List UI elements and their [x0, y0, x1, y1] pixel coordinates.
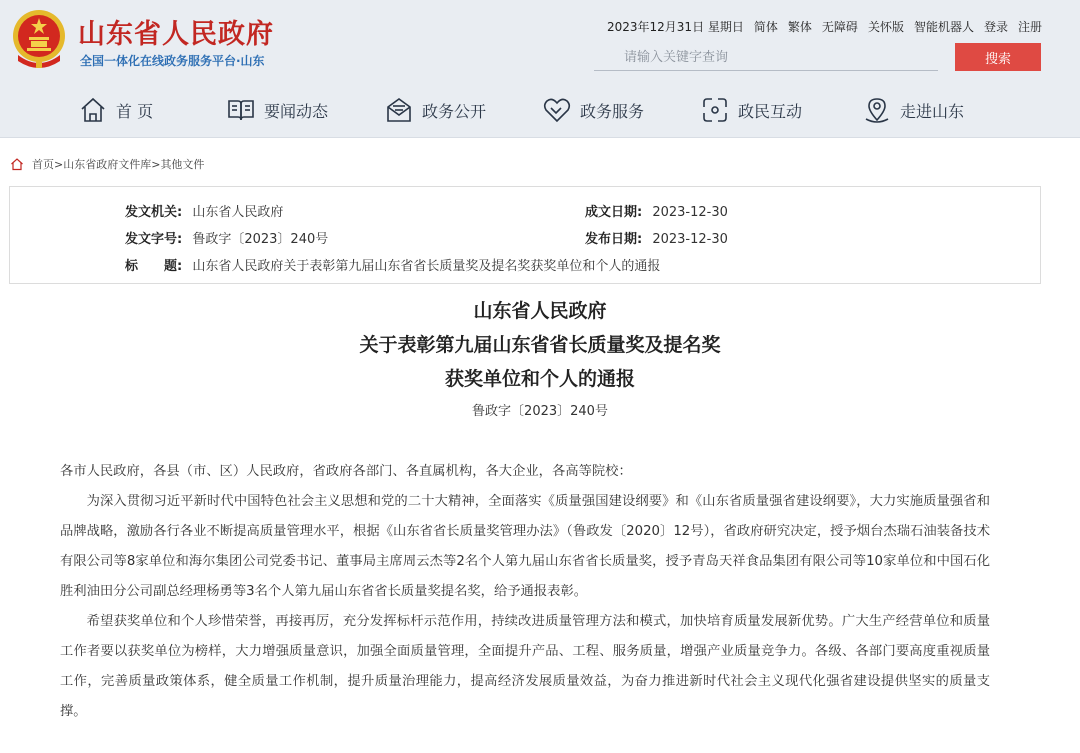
- link-register[interactable]: 注册: [1017, 20, 1042, 34]
- nav-label: 政民互动: [738, 101, 803, 121]
- issuer-row: [125, 201, 283, 220]
- site-header: [0, 0, 1080, 138]
- title-value: 山东省人民政府关于表彰第九届山东省省长质量奖及提名奖获奖单位和个人的通报: [192, 259, 661, 274]
- created-date-label: 成文日期:: [585, 205, 643, 220]
- link-smart-robot[interactable]: 智能机器人: [913, 20, 974, 34]
- issuer-value: 山东省人民政府: [192, 205, 284, 220]
- breadcrumb: [10, 156, 204, 172]
- current-date: 2023年12月31日 星期日: [606, 20, 744, 34]
- link-accessibility[interactable]: 无障碍: [821, 20, 858, 34]
- document-title-line-1: 山东省人民政府: [473, 300, 607, 322]
- nav-home[interactable]: [78, 94, 153, 126]
- docno-value: 鲁政字〔2023〕240号: [192, 232, 329, 247]
- interaction-icon: [700, 95, 730, 125]
- site-title[interactable]: 山东省人民政府: [78, 19, 274, 50]
- breadcrumb-file-library[interactable]: 山东省政府文件库>: [63, 158, 161, 171]
- published-date-row: [585, 228, 728, 247]
- document-info-box: [9, 186, 1041, 284]
- nav-news[interactable]: [226, 94, 328, 126]
- nav-label: 首 页: [116, 101, 154, 121]
- link-care-version[interactable]: 关怀版: [867, 20, 904, 34]
- mail-icon: [384, 95, 414, 125]
- nav-label: 政务公开: [422, 101, 487, 121]
- nav-label: 政务服务: [580, 101, 645, 121]
- salutation: 各市人民政府，各县（市、区）人民政府，省政府各部门、各直属机构，各大企业，各高等院校：: [60, 464, 632, 479]
- link-traditional[interactable]: 繁体: [787, 20, 812, 34]
- link-simplified[interactable]: 简体: [753, 20, 778, 34]
- docno-label: 发文字号:: [125, 232, 183, 247]
- location-pin-icon: [862, 95, 892, 125]
- published-date-value: 2023-12-30: [652, 232, 728, 247]
- nav-government-affairs[interactable]: [384, 94, 486, 126]
- site-subtitle[interactable]: 全国一体化在线政务服务平台·山东: [80, 54, 265, 68]
- breadcrumb-home[interactable]: 首页>: [32, 158, 64, 171]
- issuer-label: 发文机关:: [125, 205, 183, 220]
- main-nav: [0, 88, 1080, 134]
- document-title-line-2: 关于表彰第九届山东省省长质量奖及提名奖: [359, 334, 721, 356]
- created-date-value: 2023-12-30: [652, 205, 728, 220]
- body-paragraph: 为深入贯彻习近平新时代中国特色社会主义思想和党的二十大精神，全面落实《质量强国建设纲要》和《山东省质量强省建设纲要》，大力实施质量强省和品牌战略，激励各行各业不断提高质量管理水平，根据《山东省省长质量奖管理办法》（鲁政发〔2020〕12号），省政府研究决定，授予烟台杰瑞石油装备技术有限公司等8家单位和海尔集团公司党委书记、董事局主席周云杰等2名个人第九届山东省省长质量奖，授予青岛天祥食品集团有限公司等10家单位和中国石化胜利油田分公司副总经理杨勇等3名个人第九届山东省省长质量奖提名奖，给予通报表彰。: [60, 494, 990, 599]
- heart-icon: [542, 95, 572, 125]
- docno-row: [125, 228, 328, 247]
- published-date-label: 发布日期:: [585, 232, 643, 247]
- search-button[interactable]: 搜索: [955, 43, 1041, 71]
- nav-label: 走进山东: [900, 101, 965, 121]
- breadcrumb-other-files[interactable]: 其他文件: [160, 158, 205, 171]
- national-emblem-icon: [10, 9, 68, 69]
- book-icon: [226, 95, 256, 125]
- nav-label: 要闻动态: [264, 101, 329, 121]
- search-input[interactable]: [594, 45, 938, 71]
- top-links: [607, 18, 1042, 35]
- document-number: 鲁政字〔2023〕240号: [472, 404, 608, 419]
- nav-about-shandong[interactable]: [862, 94, 964, 126]
- title-label: 标 题:: [125, 259, 183, 274]
- document-title-line-3: 获奖单位和个人的通报: [444, 368, 635, 390]
- home-icon: [10, 157, 24, 171]
- nav-government-services[interactable]: [542, 94, 644, 126]
- title-row: [125, 255, 660, 274]
- nav-interaction[interactable]: [700, 94, 802, 126]
- link-login[interactable]: 登录: [983, 20, 1008, 34]
- body-paragraph: 希望获奖单位和个人珍惜荣誉，再接再厉，充分发挥标杆示范作用，持续改进质量管理方法和模式，加快培育质量发展新优势。广大生产经营单位和质量工作者要以获奖单位为榜样，大力增强质量意识，加强全面质量管理，全面提升产品、工程、服务质量，增强产业质量竞争力。各级、各部门要高度重视质量工作，完善质量政策体系，健全质量工作机制，提升质量治理能力，提高经济发展质量效益，为奋力推进新时代社会主义现代化强省建设提供坚实的质量支撑。: [60, 614, 990, 719]
- document-body: [60, 457, 990, 727]
- created-date-row: [585, 201, 728, 220]
- home-icon: [78, 95, 108, 125]
